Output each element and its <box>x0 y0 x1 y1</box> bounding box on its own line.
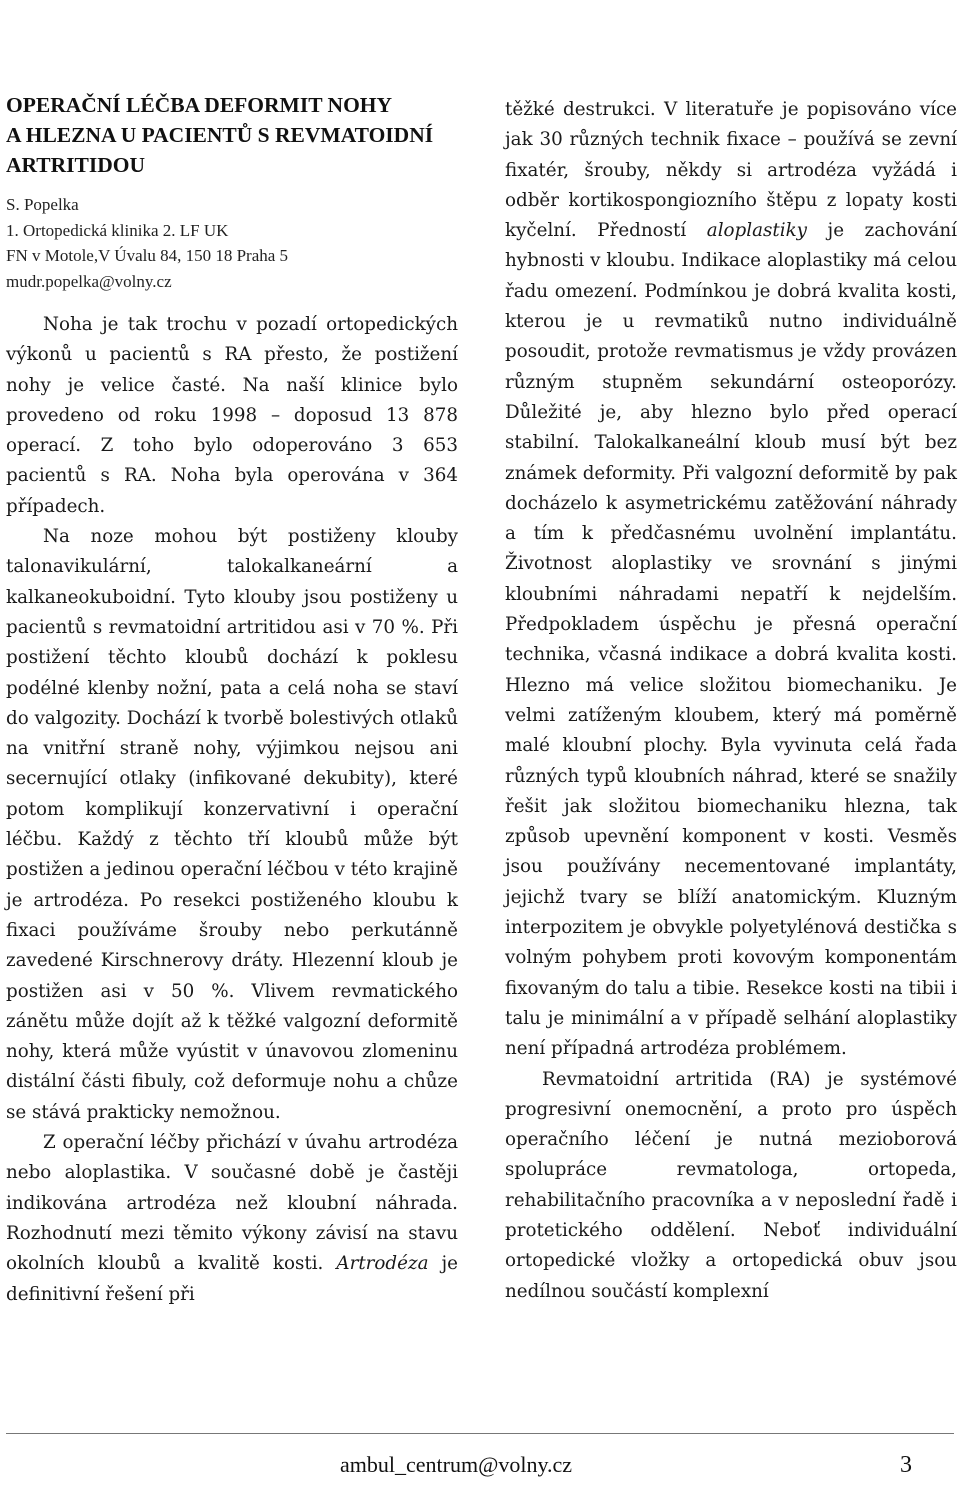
left-paragraph-2: Na noze mohou být postiženy klouby talonavikulární, talokalkaneární a kalkaneokuboidní. Tyto klouby jsou postiženy u pacientů s revmatoidní artritidou asi v 70 %. Při postižení těchto kloubů dochází k poklesu podélné klenby nožní, pata a celá noha se staví do valgozity. Dochází k tvorbě bolestivých otlaků na vnitřní straně nohy, výjimkou nejsou ani secernující otlaky (infikované dekubity), které potom komplikují konzervativní i operační léčbu. Každý z těchto tří kloubů může být postižen a jedinou operační léčbou v této krajině je artrodéza. Po resekci postiženého kloubu k fixaci používáme šrouby nebo perkutánně zavedené Kirschnerovy dráty. Hlezenní kloub je postižen asi v 50 %. Vlivem revmatického zánětu může dojít až k těžké valgozní deformitě nohy, která může vyústit v únavovou zlomeninu distální části fibuly, což deformuje nohu a chůze se stává prakticky nemožnou. <box>6 526 458 1123</box>
left-paragraph-3 <box>6 1128 458 1310</box>
right-paragraph-2: Revmatoidní artritida (RA) je systémové progresivní onemocnění, a proto pro úspěch operačního léčení je nutná mezioborová spolupráce revmatologa, ortopeda, rehabilitačního pracovníka a v neposlední řadě i protetického oddělení. Neboť individuální ortopedické vložky a ortopedická obuv jsou nedílnou součástí komplexní <box>505 1068 957 1302</box>
author-email[interactable]: mudr.popelka@volny.cz <box>6 271 172 291</box>
affiliation-line-1: 1. Ortopedická klinika 2. LF UK <box>6 220 229 240</box>
title-line-1: OPERAČNÍ LÉČBA DEFORMIT NOHY <box>6 93 393 117</box>
footer-divider <box>6 1433 954 1434</box>
left-p3-text-b: je definitivní řešení při <box>6 1253 458 1305</box>
left-column <box>6 90 458 1310</box>
left-paragraph-1: Noha je tak trochu v pozadí ortopedických výkonů u pacientů s RA přesto, že postižení nohy je velice časté. Na naší klinice bylo provedeno od roku 1998 – doposud 13 878 operací. Z toho bylo odoperováno 3 653 pacientů s RA. Noha byla operována v 364 případech. <box>6 314 458 517</box>
title-line-3: ARTRITIDOU <box>6 153 146 177</box>
right-p1-text-a: těžké destrukci. V literatuře je popisováno více jak 30 různých technik fixace – používá se zevní fixatér, šrouby, někdy si artrodéza vyžádá i odběr kortikospongiozního štěpu z lopaty kosti kyčelní. Předností <box>505 99 957 242</box>
page-number: 3 <box>900 1452 912 1478</box>
right-p1-text-b: je zachování hybnosti v kloubu. Indikace aloplastiky má celou řadu omezení. Podmínkou je dobrá kvalita kosti, kterou je u revmatiků nutno individuálně posoudit, protože revmatismus je vždy provázen různým stupněm sekundární osteoporózy. Důležité je, aby hlezno bylo před operací stabilní. Talokalkaneální kloub musí být bez známek deformity. Při valgozní deformitě by pak docházelo k asymetrickému zatěžování náhrady a tím k předčasnému uvolnění implantátu. Životnost aloplastiky ve srovnání s jinými kloubními náhradami nepatří k nejdelším. Předpokladem úspěchu je přesná operační technika, včasná indikace a dobrá kvalita kosti. Hlezno má velice složitou biomechaniku. Je velmi zatíženým kloubem, který má poměrně malé kloubní plochy. Byla vyvinuta celá řada různých typů kloubních náhrad, které se snažily řešit jak složitou biomechaniku hlezna, tak způsob upevnění komponent v kosti. Vesměs jsou používány necementované implantáty, jejichž tvary se blíží anatomickým. Kluzným interpozitem je obvykle polyetylénová destička s volným pohybem proti kovovým komponentám fixovaným do talu a tibie. Resekce kosti na tibii i talu je minimální a v případě selhání aloplastiky není případná artrodéza problémem. <box>505 220 957 1060</box>
author-name: S. Popelka <box>6 195 79 214</box>
right-column <box>505 95 957 1307</box>
left-p3-emphasis: Artrodéza <box>336 1253 429 1275</box>
footer-email[interactable]: ambul_centrum@volny.cz <box>340 1452 573 1477</box>
right-p1-emphasis: aloplastiky <box>706 220 807 242</box>
left-p3-text-a: Z operační léčby přichází v úvahu artrodéza nebo aloplastika. V současné době je častěji indikována artrodéza než kloubní náhrada. Rozhodnutí mezi těmito výkony závisí na stavu okolních kloubů a kvalitě kosti. <box>6 1132 458 1275</box>
article-title <box>6 90 458 180</box>
title-line-2: A HLEZNA U PACIENTŮ S REVMATOIDNÍ <box>6 123 434 147</box>
author-block <box>6 192 458 294</box>
right-paragraph-1 <box>505 95 957 1065</box>
affiliation-line-2: FN v Motole,V Úvalu 84, 150 18 Praha 5 <box>6 246 289 265</box>
